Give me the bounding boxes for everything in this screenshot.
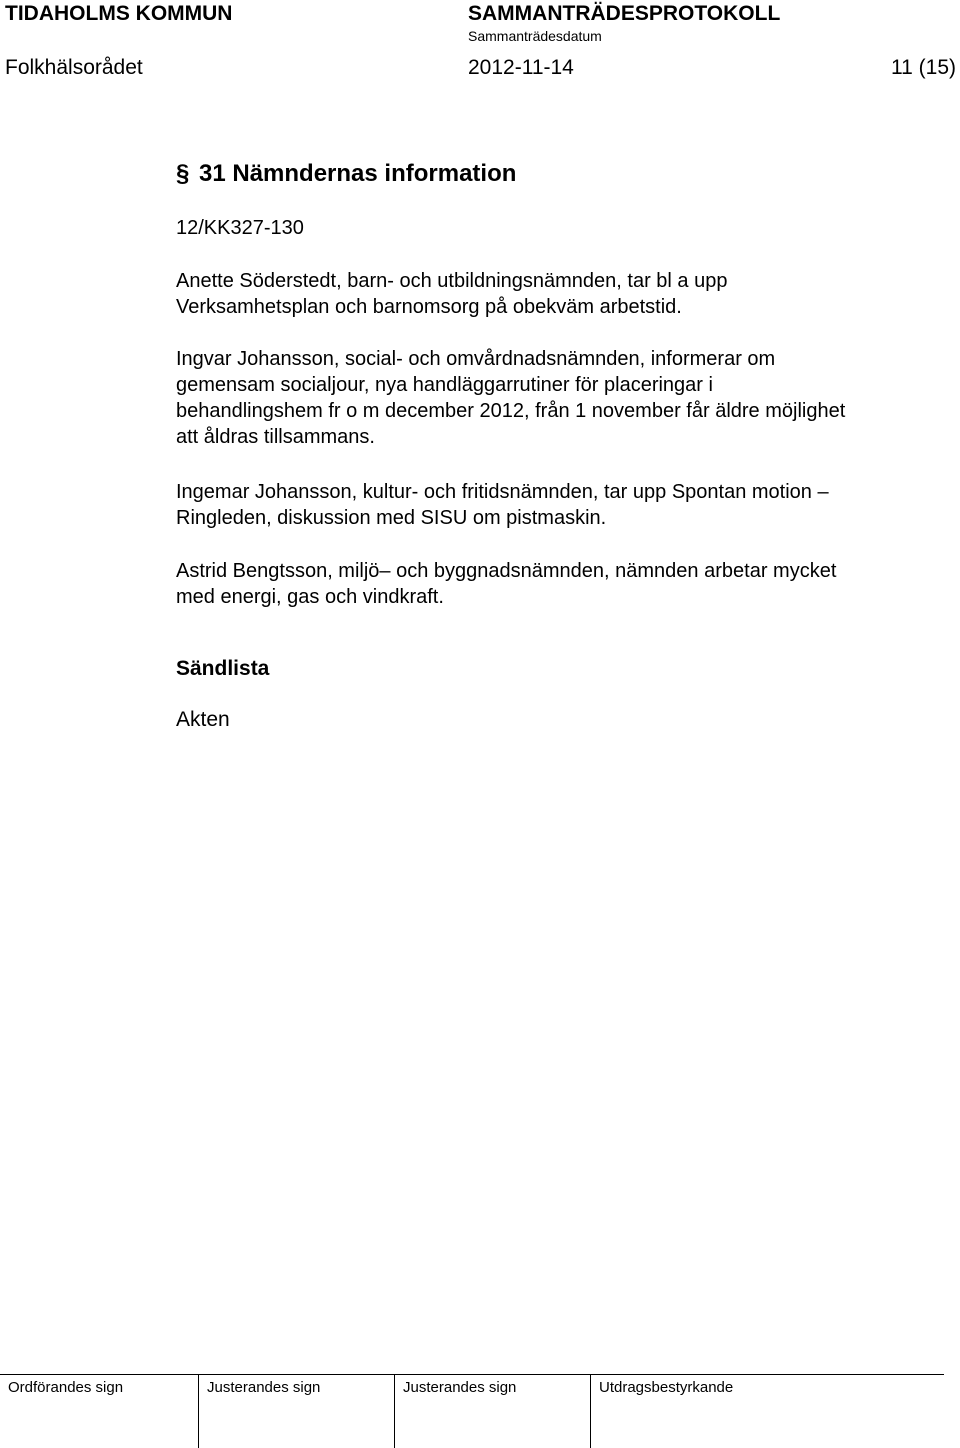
paragraph-line: Verksamhetsplan och barnomsorg på obekväm arbetstid. [176, 296, 682, 318]
paragraph-line: behandlingshem fr o m december 2012, från 1 november får äldre möjlighet [176, 400, 846, 422]
signature-cell-chair: Ordförandes sign [8, 1379, 124, 1396]
signature-cell-certification: Utdragsbestyrkande [590, 1375, 944, 1448]
distribution-heading: Sändlista [176, 657, 270, 680]
document-type: SAMMANTRÄDESPROTOKOLL [468, 2, 781, 25]
paragraph-anette [176, 268, 951, 320]
paragraph-line: Ingemar Johansson, kultur- och fritidsnämnden, tar upp Spontan motion – [176, 481, 829, 503]
signature-cell-adjuster-2: Justerandes sign [394, 1375, 591, 1448]
organization-name: TIDAHOLMS KOMMUN [5, 2, 233, 25]
paragraph-line: Ingvar Johansson, social- och omvårdnadsnämnden, informerar om [176, 348, 776, 370]
section-title: 31 Nämndernas information [199, 160, 517, 187]
case-number: 12/KK327-130 [176, 217, 304, 239]
paragraph-symbol: § [176, 160, 190, 187]
paragraph-line: Anette Söderstedt, barn- och utbildningsnämnden, tar bl a upp [176, 270, 728, 292]
page-number: 11 (15) [891, 56, 956, 79]
meeting-date: 2012-11-14 [468, 56, 574, 79]
signature-table [0, 1374, 944, 1448]
paragraph-line: gemensam socialjour, nya handläggarrutiner för placeringar i [176, 374, 713, 396]
signature-cell-adjuster-1: Justerandes sign [198, 1375, 395, 1448]
paragraph-line: Ringleden, diskussion med SISU om pistmaskin. [176, 507, 607, 529]
paragraph-astrid [176, 558, 951, 610]
section-heading [176, 160, 516, 188]
paragraph-ingvar [176, 346, 951, 450]
paragraph-line: med energi, gas och vindkraft. [176, 586, 444, 608]
distribution-recipient: Akten [176, 708, 230, 731]
paragraph-line: Astrid Bengtsson, miljö– och byggnadsnämnden, nämnden arbetar mycket [176, 560, 837, 582]
paragraph-line: att åldras tillsammans. [176, 426, 375, 448]
paragraph-ingemar [176, 479, 951, 531]
committee-name: Folkhälsorådet [5, 56, 143, 79]
date-label: Sammanträdesdatum [468, 28, 602, 44]
